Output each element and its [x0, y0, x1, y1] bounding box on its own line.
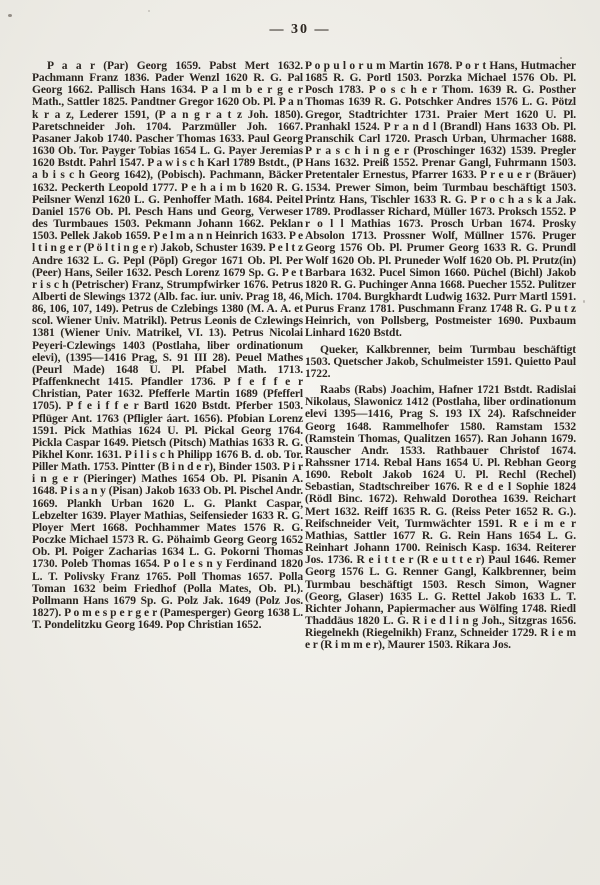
register-paragraph-p-entries-continued: P o p u l o r u m Martin 1678. P o r t Hans, Hutmacher 1685 R. G. Portl 1503. Porzka Michael 1576 Ob. Pl. Posch 1783. P o s c h e r Thom. 1639 R. G. Posther Thomas 1639 R. G. Potschker Andres 1576 L. G. Pötzl Gregor, Stadtrichter 1731. Praier Mert 1620 U. Pl. Pranhakl 1524. P r a n d l (Brandl) Hans 1633 Ob. Pl. Pranschik Carl 1720. Prasch Urban, Uhrmacher 1688. P r a s c h i n g e r (Proschinger 1632) 1539. Pregler Hans 1632. Preiß 1552. Prenar Gangl, Fuhrmann 1503. Pretentaler Ernestus, Pfarrer 1633. P r e u e r (Bräuer) 1534. Prewer Simon, beim Turmbau beschäftigt 1503. Printz Hans, Tischler 1633 R. G. P r o c h a s k a Jak. 1789. Prodlasser Richard, Müller 1673. Proksch 1552. P r o l l Mathias 1673. Prosch Urban 1674. Prosky Absolon 1713. Prossner Wolf, Müllner 1576. Pruger Georg 1576 Ob. Pl. Prumer Georg 1633 R. G. Prundl Wolf 1620 Ob. Pl. Pruneder Wolf 1620 Ob. Pl. Prutz(in) Barbara 1632. Pucel Simon 1660. Püchel (Bichl) Jakob 1820 R. G. Puchinger Anna 1668. Puecher 1552. Pulitzer Mich. 1704. Burgkhardt Ludwig 1632. Purr Martl 1591. Purus Franz 1781. Puschmann Franz 1748 R. G. P u t z Heinrich, von Pollsberg, Postmeister 1690. Puxbaum Linhard 1620 Bstdt. [305, 60, 576, 340]
register-paragraph-r-entries: Raabs (Rabs) Joachim, Hafner 1721 Bstdt. Radislai Nikolaus, Slawonicz 1412 (Postlaha, liber ordinationum elevi 1395—1416, Prag S. 193 IX 24). Rafschneider Georg 1648. Rammelhofer 1580. Ramstam 1532 (Ramstein Thomas, Qualitzen 1657). Ran Johann 1679. Rauscher Andr. 1533. Rathbauer Christof 1674. Rahssner 1714. Rebal Hans 1654 U. Pl. Rebhan Georg 1690. Rebolt Jakob 1624 U. Pl. Rechl (Rechel) Sebastian, Stadtschreiber 1676. R e d e l Sophie 1824 (Rödl Binc. 1672). Rehwald Dorothea 1639. Reichart Mert 1632. Reiff 1635 R. G. (Reiss Peter 1652 R. G.). Reifschneider Veit, Turmwächter 1591. R e i m e r Mathias, Sattler 1677 R. G. Rein Hans 1654 L. G. Reinhart Johann 1700. Reinisch Kasp. 1634. Reiterer Jos. 1736. R e i t t e r (R e u t t e r) Paul 1646. Remer Georg 1576 L. G. Renner Gangl, Kalkbrenner, beim Turmbau beschäftigt 1503. Resch Simon, Wagner (Georg, Glaser) 1635 L. G. Rettel Jakob 1633 L. T. Richter Johann, Papiermacher aus Wölfing 1748. Riedl Thaddäus 1820 L. G. R i e d l i n g Joh., Sitzgras 1656. Riegelnekh (Riegelnikh) Franz, Schneider 1729. R i e m e r (R i m m e r), Maurer 1503. Rikara Jos. [305, 384, 576, 652]
text-column-right [305, 60, 576, 652]
page-number: — 30 — [269, 22, 331, 37]
text-column-left [32, 60, 303, 631]
scan-speck [148, 10, 150, 12]
scan-speck [583, 300, 585, 303]
scan-speck [8, 14, 12, 17]
register-paragraph-p-entries: P a a r (Par) Georg 1659. Pabst Mert 1632. Pachmann Franz 1836. Pader Wenzl 1620 R. G. Pal Georg 1662. Pallisch Hans 1634. P a l m b e r g e r Math., Sattler 1825. Pandtner Gregor 1620 Ob. Pl. P a n k r a z, Lederer 1591, (P a n g r a t z Joh. 1850). Paretschneider Joh. 1704. Parzmüller Joh. 1667. Pasaner Jakob 1740. Pascher Thomas 1633. Paul Georg 1630 Ob. Tor. Payger Tobias 1654 L. G. Payer Jeremias 1620 Bstdt. Pahrl 1547. P a w i s c h Karl 1789 Bstdt., (P a b i s c h Georg 1642), (Pobisch). Pachmann, Bäcker 1632. Peckerth Leopold 1777. P e h a i m b 1620 R. G. Peilsner Wenzl 1620 L. G. Penhoffer Math. 1684. Peitel Daniel 1576 Ob. Pl. Pesch Hans und Georg, Verweser des Turmbaues 1503. Pekmann Johann 1662. Peklan 1503. Pellek Jakob 1659. P e l m a n n Heinrich 1633. P e l t i n g e r (P ö l t i n g e r) Jakob, Schuster 1639. P e l t z Andre 1632 L. G. Pepl (Pöpl) Gregor 1671 Ob. Pl. Per (Peer) Hans, Seiler 1632. Pesch Lorenz 1679 Sp. G. P e t r i s c h (Petrischer) Franz, Strumpfwirker 1676. Petrus Alberti de Slewings 1372 (Alb. fac. iur. univ. Prag 18, 46, 86, 106, 107, 149). Petrus de Czlebings 1380 (M. A. A. et scol. Wiener Univ. Matrikl). Petrus Leonis de Czlewings 1381 (Wiener Univ. Matrikel, VI. 13). Petrus Nicolai Peyeri-Czlewings 1403 (Postlaha, liber ordinationum elevi), (1395—1416 Prag, S. 91 III 28). Peuel Mathes (Peurl Made) 1648 U. Pl. Pfabel Math. 1713. Pfaffenknecht 1415. Pfandler 1736. P f e f f e r Christian, Pater 1632. Pfefferle Martin 1689 (Pfefferl 1705). P f e i f f e r Bartl 1620 Bstdt. Pferber 1503. Pflüger Ant. 1763 (Pfligler áart. 1656). Pfobian Lorenz 1591. Pick Mathias 1624 U. Pl. Pickal Georg 1764. Pickla Caspar 1649. Pietsch (Pitsch) Mathias 1633 R. G. Pikhel Konr. 1631. P i l i s c h Philipp 1676 B. d. ob. Tor. Piller Math. 1753. Pintter (B i n d e r), Binder 1503. P i r i n g e r (Pieringer) Mathes 1654 Ob. Pl. Pisanin A. 1648. P i s a n y (Pisan) Jakob 1633 Ob. Pl. Pischel Andr. 1669. Plankh Urban 1620 L. G. Plankt Caspar, Lebzelter 1639. Player Mathias, Seifensieder 1633 R. G. Ployer Mert 1668. Pochhammer Mates 1576 R. G. Poczke Michael 1573 R. G. Pöhaimb Georg Georg 1652 Ob. Pl. Poiger Zacharias 1634 L. G. Pokorni Thomas 1730. Poleb Thomas 1654. P o l e s n y Ferdinand 1820 L. T. Polivsky Franz 1765. Poll Thomas 1657. Polla Toman 1632 beim Friedhof (Polla Mates, Ob. Pl.). Pollmann Hans 1679 Sp. G. Polz Jak. 1649 (Polz Jos. 1827). P o m e s p e r g e r (Pamesperger) Georg 1638 L. T. Pondelitzku Georg 1649. Pop Christian 1652. [32, 60, 303, 632]
scan-speck [560, 57, 562, 59]
register-paragraph-q-entries: Queker, Kalkbrenner, beim Turmbau beschäftigt 1503. Quetscher Jakob, Schulmeister 1591. Quietto Paul 1722. [305, 343, 576, 380]
